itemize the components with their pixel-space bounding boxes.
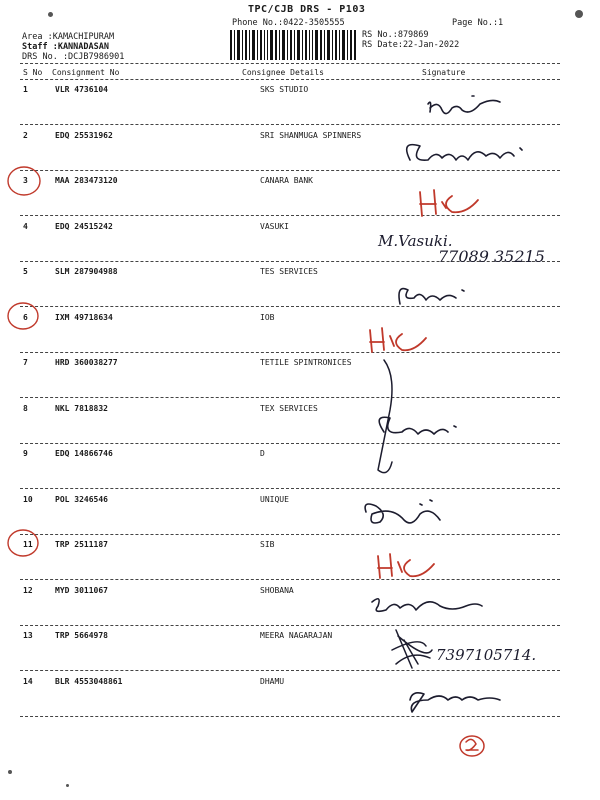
row-serial-number: 13 — [23, 631, 33, 640]
row-consignment-number: MAA 283473120 — [55, 176, 118, 185]
row-consignee-name: VASUKI — [260, 221, 289, 231]
signature-row-5 — [399, 289, 464, 304]
row-divider — [20, 488, 560, 489]
scan-speck — [48, 12, 53, 17]
row-consignment-number: VLR 4736104 — [55, 85, 108, 94]
signature-row-2 — [407, 145, 522, 161]
hlc-mark-row-6 — [370, 328, 426, 352]
row-consignment-number: MYD 3011067 — [55, 585, 108, 595]
row-consignment-number: POL 3246546 — [55, 494, 108, 504]
header-divider — [20, 63, 560, 64]
signature-row-10 — [365, 500, 440, 523]
row-consignment-number: BLR 4553048861 — [55, 676, 123, 686]
row-divider — [20, 352, 560, 353]
row-serial-number: 1 — [23, 85, 28, 94]
row-divider — [20, 534, 560, 535]
row-consignee-name: CANARA BANK — [260, 176, 313, 185]
row-serial-number: 4 — [23, 221, 28, 231]
handwritten-phone-row-13: 7397105714. — [436, 646, 537, 664]
row-consignment-number: TRP 5664978 — [55, 631, 108, 640]
row-serial-number: 11 — [23, 540, 33, 549]
row-serial-number: 14 — [23, 676, 33, 686]
area-label: Area :KAMACHIPURAM — [22, 32, 115, 42]
hlc-mark-row-3 — [420, 190, 478, 216]
row-serial-number: 12 — [23, 585, 33, 595]
row-divider — [20, 579, 560, 580]
row-divider — [20, 124, 560, 125]
row-divider — [20, 625, 560, 626]
count-mark-digit — [466, 739, 478, 750]
row-consignment-number: SLM 287904988 — [55, 267, 118, 276]
signature-bracket-rows-7-9 — [378, 360, 392, 473]
hlc-mark-row-11 — [378, 554, 434, 578]
row-consignment-number: EDQ 24515242 — [55, 221, 113, 231]
row-serial-number: 10 — [23, 494, 33, 504]
scan-speck — [66, 784, 69, 787]
row-consignee-name: TEX SERVICES — [260, 403, 318, 413]
row-serial-number: 8 — [23, 403, 28, 413]
row-consignment-number: EDQ 25531962 — [55, 130, 113, 140]
column-consignment: Consignment No — [52, 68, 120, 77]
row-divider — [20, 170, 560, 171]
rs-number: RS No.:879869 — [362, 30, 429, 40]
column-signature: Signature — [422, 68, 466, 77]
row-consignment-number: IXM 49718634 — [55, 312, 113, 322]
row-consignee-name: SRI SHANMUGA SPINNERS — [260, 130, 362, 140]
handwritten-phone-row-4: 77089 35215 — [438, 247, 545, 266]
row-consignee-name: DHAMU — [260, 676, 285, 686]
drs-number: DRS No. :DCJB7986901 — [22, 52, 125, 62]
row-consignee-name: SHOBANA — [260, 585, 294, 595]
row-consignment-number: NKL 7818832 — [55, 403, 108, 413]
row-serial-number: 7 — [23, 358, 28, 367]
row-consignee-name: TES SERVICES — [260, 267, 318, 276]
row-divider — [20, 670, 560, 671]
signature-row-12 — [372, 599, 482, 612]
row-divider — [20, 397, 560, 398]
signature-row-1 — [428, 96, 500, 114]
row-divider — [20, 443, 560, 444]
row-serial-number: 5 — [23, 267, 28, 276]
column-consignee: Consignee Details — [242, 68, 324, 77]
row-consignee-name: MEERA NAGARAJAN — [260, 631, 333, 640]
signature-row-13 — [392, 630, 432, 668]
row-serial-number: 6 — [23, 312, 28, 322]
row-consignee-name: D — [260, 449, 265, 458]
row-divider — [20, 215, 560, 216]
signature-row-14 — [410, 693, 500, 712]
page-number: Page No.:1 — [452, 18, 504, 28]
handwritten-name-row-4: M.Vasuki. — [378, 232, 453, 250]
row-serial-number: 9 — [23, 449, 28, 458]
row-consignment-number: HRD 360038277 — [55, 358, 118, 367]
row-consignee-name: IOB — [260, 312, 275, 322]
staff-label: Staff :KANNADASAN — [22, 42, 109, 52]
phone-number: Phone No.:0422-3505555 — [232, 18, 345, 28]
row-divider — [20, 716, 560, 717]
row-consignee-name: SKS STUDIO — [260, 85, 309, 94]
row-consignment-number: EDQ 14866746 — [55, 449, 113, 458]
row-serial-number: 3 — [23, 176, 28, 185]
row-consignee-name: SIB — [260, 540, 275, 549]
count-mark — [460, 736, 484, 756]
row-consignment-number: TRP 2511187 — [55, 540, 108, 549]
row-serial-number: 2 — [23, 130, 28, 140]
document-title: TPC/CJB DRS - P103 — [248, 4, 366, 15]
row-divider — [20, 306, 560, 307]
rs-date: RS Date:22-Jan-2022 — [362, 40, 460, 50]
scan-speck — [575, 10, 583, 18]
barcode — [230, 30, 356, 60]
header-divider — [20, 79, 560, 80]
signature-row-8 — [379, 417, 456, 434]
scan-speck — [8, 770, 12, 774]
row-consignee-name: UNIQUE — [260, 494, 289, 504]
column-sno: S No — [23, 68, 43, 77]
row-divider — [20, 261, 560, 262]
row-consignee-name: TETILE SPINTRONICES — [260, 358, 352, 367]
